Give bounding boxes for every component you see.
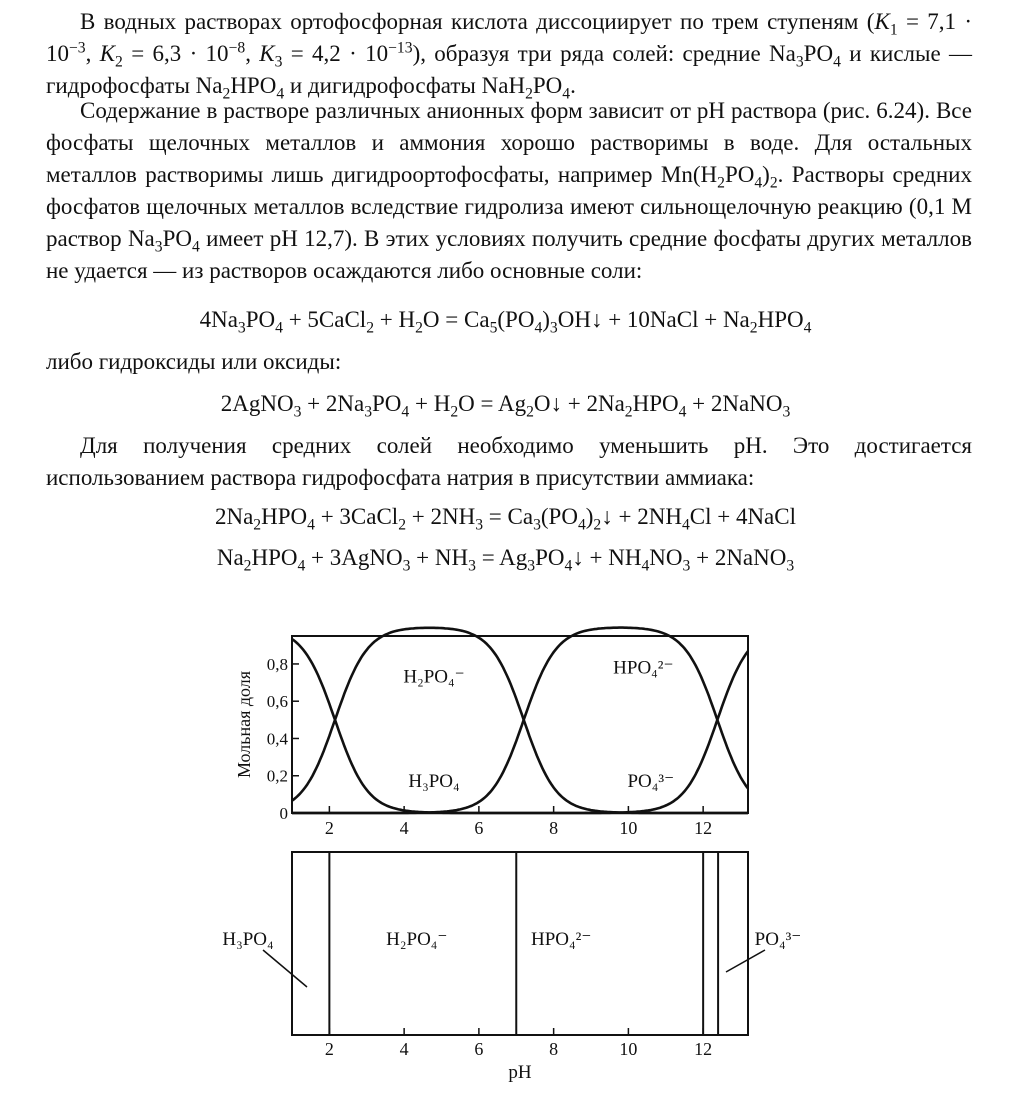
- species-label-h3po4: H₃PO₄: [408, 770, 460, 792]
- region-label-h3po4: H₃PO₄: [222, 929, 274, 950]
- y-tick-label: 0,2: [266, 766, 288, 786]
- x-tick-label: 6: [474, 1039, 484, 1059]
- x-tick-label: 10: [619, 818, 638, 838]
- y-tick-label: 0,6: [266, 692, 288, 712]
- x-tick-label: 6: [474, 818, 484, 838]
- x-tick-label: 4: [399, 1039, 409, 1059]
- species-label-h2po4-: H₂PO₄⁻: [403, 666, 465, 688]
- top-plot-frame: [292, 636, 748, 813]
- region-leader-h3po4: [263, 950, 307, 987]
- y-tick-label: 0,4: [266, 729, 288, 749]
- region-leader-po4: [726, 950, 765, 972]
- region-label-hpo4: HPO₄²⁻: [531, 929, 592, 950]
- species-label-po43-: PO₄³⁻: [627, 770, 675, 792]
- equation-silver-phosphate: $Na_2HPO_4$ + 3AgNO$_3$ + $NH_3$ = $Ag_3PO_4↓ + NH_4NO_3$ + 2NaNO$_3$: [216, 545, 795, 575]
- y-tick-label: 0,8: [266, 654, 288, 674]
- x-tick-label: 10: [619, 1039, 638, 1059]
- x-tick-label: 2: [324, 1039, 334, 1059]
- x-tick-label: 8: [549, 1039, 559, 1059]
- equation-calcium-phosphate: $2Na_2HPO_4$ + 3CaCl$_2$ + $2NH_3$ = $Ca_3(PO_4)_2↓ + 2NH_4Cl$ + 4NaCl: [214, 504, 797, 534]
- paragraph-anionic-forms: Содержание в растворе различных анионных форм зависит от pH раствора (рис. 6.24). Все фосфаты щелочных металлов и аммония хорошо растворимы в воде. Для остальных металлов растворимы лишь дигидроортофосфаты, например $Mn(H_2PO_4)_2$. Растворы средних фосфатов щелочных металлов вследствие гидролиза имеют сильнощелочную реакцию (0,1 М раствор $Na_3PO_4$ имеет pH 12,7). В этих условиях получить средние фосфаты других металлов не удается — из растворов осаждаются либо основные соли:: [46, 98, 972, 283]
- region-label-h2po4: H₂PO₄⁻: [386, 929, 448, 950]
- equation-calcium-basic-salt: $4Na_3PO_4$ + 5CaCl$_2$ + $H_2O$ = $Ca_5(PO_4)_3OH↓$ + 10NaCl + $Na_2HPO_4$: [199, 307, 812, 337]
- equation-silver-oxide: 2AgNO$_3$ + $2Na_3PO_4 + H_2O$ = $Ag_2O↓ + 2Na_2HPO_4$ + 2NaNO$_3$: [220, 391, 791, 421]
- curve-hpo4: [292, 628, 748, 813]
- region-label-po4: PO₄³⁻: [754, 929, 802, 950]
- x-tick-label: 8: [549, 818, 559, 838]
- species-label-hpo42-: HPO₄²⁻: [613, 657, 674, 679]
- paragraph-dissociation: В водных растворах ортофосфорная кислота диссоциирует по трем ступеням ($K_1 = 7,1 \cdot 10^{-3}$, $K_2 = 6,3 \cdot 10^{-8}$, $K_3 = 4,2 \cdot 10^{-13}$), образуя три ряда солей: средние $Na_3PO_4$ и кислые — гидрофосфаты $Na_2HPO_4$ и дигидрофосфаты $NaH_2PO_4$.: [46, 9, 972, 103]
- y-tick-label: 0: [279, 804, 288, 823]
- x-axis-label: pH: [508, 1062, 532, 1083]
- x-tick-label: 2: [324, 818, 334, 838]
- bottom-plot-frame: [292, 852, 748, 1035]
- y-axis-label: Мольная доля: [234, 670, 254, 779]
- paragraph-reduce-ph: Для получения средних солей необходимо уменьшить pH. Это достигается использованием раствора гидрофосфата натрия в присутствии аммиака:: [46, 433, 972, 490]
- curve-h2po4: [292, 628, 748, 813]
- curve-h3po4: [292, 639, 748, 813]
- x-tick-label: 12: [694, 818, 713, 838]
- x-tick-label: 12: [694, 1039, 713, 1059]
- x-tick-label: 4: [399, 818, 409, 838]
- paragraph-hydroxides: либо гидроксиды или оксиды:: [46, 349, 342, 374]
